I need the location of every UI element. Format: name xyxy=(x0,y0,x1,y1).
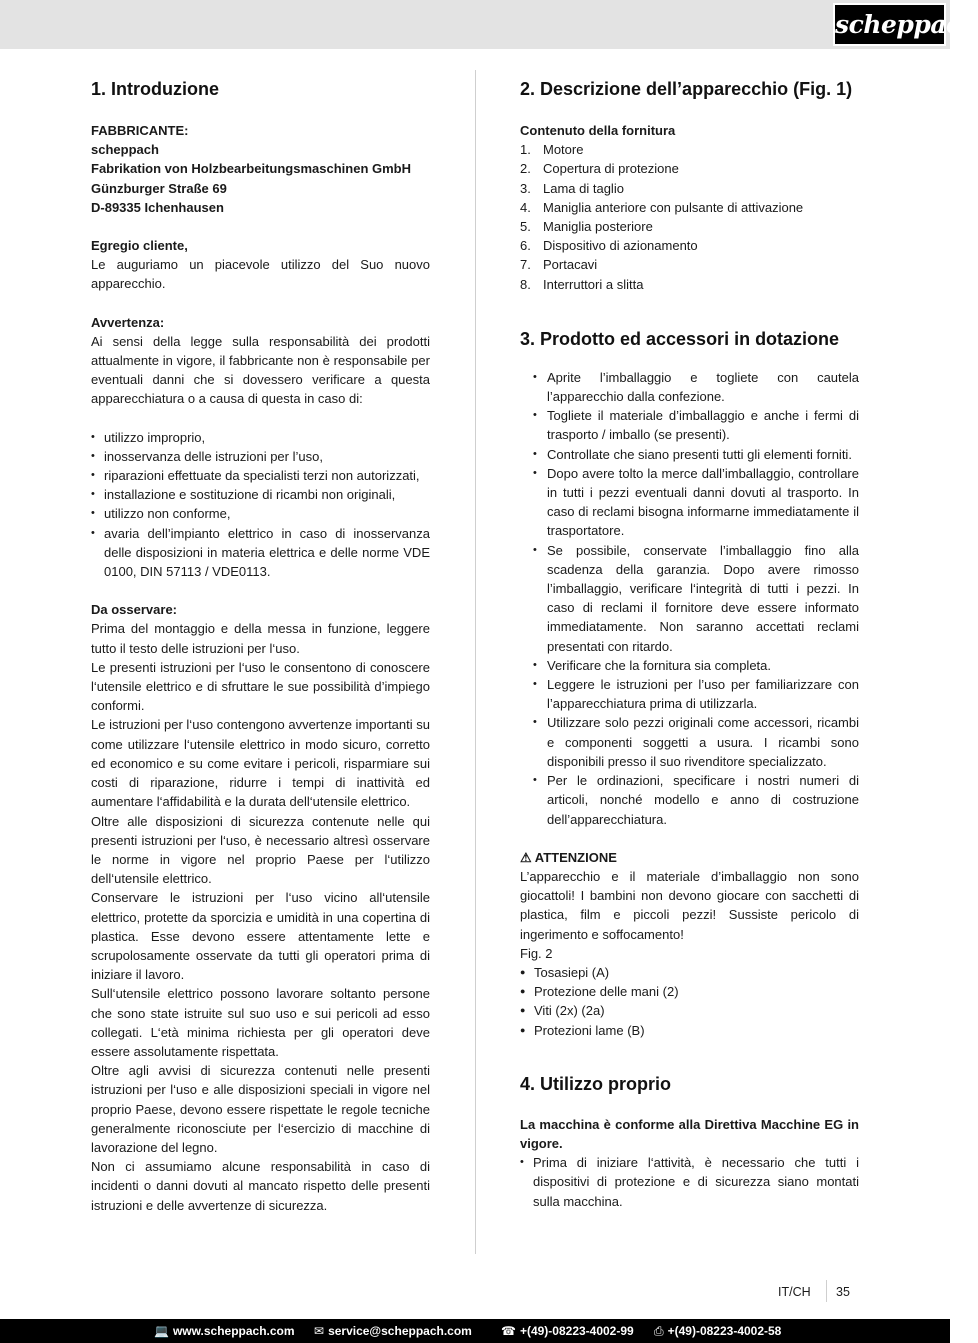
left-column xyxy=(91,78,430,1215)
list-item: • Aprite l’imballaggio e togliete con cautela l’apparecchio dalla confezione. xyxy=(520,368,859,406)
paragraph: Sull‘utensile elettrico possono lavorare soltanto persone che sono state istruite sul suo uso e sui pericoli ad esso collegati. L‘età minima richiesta per gli operatori deve essere assolutamente rispettata. xyxy=(91,986,430,1059)
greeting-text: Le auguriamo un piacevole utilizzo del Suo nuovo apparecchio. xyxy=(91,257,430,292)
paragraph: Conservare le istruzioni per l‘uso vicino all‘utensile elettrico, protette da sporcizia e umidità in una copertina di plastica. Esse devono essere attentamente lette e scrupolosamente osservate da tutti gli operatori prima di iniziare il lavoro. xyxy=(91,890,430,983)
observe-label: Da osservare: xyxy=(91,602,177,618)
list-item: • inosservanza delle istruzioni per l’uso, xyxy=(91,447,430,466)
paragraph: Prima del montaggio e della messa in funzione, leggere tutto il testo delle istruzioni per l‘uso. xyxy=(91,621,430,656)
warning-triangle-icon: ⚠ xyxy=(520,849,532,865)
list-item: 3. Lama di taglio xyxy=(520,180,624,196)
list-item: • Controllate che siano presenti tutti gli elementi forniti. xyxy=(520,445,859,464)
list-item: • Per le ordinazioni, specificare i nostri numeri di articoli, nonché modello e anno di costruzione dell’apparecchiatura. xyxy=(520,771,859,829)
list-item: ● Viti (2x) (2a) xyxy=(520,1001,859,1020)
list-item: 7. Portacavi xyxy=(520,257,598,273)
list-item: • Utilizzare solo pezzi originali come accessori, ricambi e componenti soggetti a usura. I ricambi sono disponibili presso il suo rivenditore specializzato. xyxy=(520,713,859,771)
list-item: • installazione e sostituzione di ricambi non originali, xyxy=(91,485,430,504)
laptop-icon: 💻 xyxy=(154,1324,169,1338)
product-list xyxy=(520,368,859,829)
page-number-divider xyxy=(826,1280,827,1302)
attention-block xyxy=(520,848,859,1040)
list-item: ● Tosasiepi (A) xyxy=(520,963,859,982)
manufacturer-label: FABBRICANTE: xyxy=(91,123,189,138)
attention-text: L’apparecchio e il materiale d’imballaggio non sono giocattoli! I bambini non devono giocare con sacchetti di plastica, film e piccoli pezzi! Sussiste pericolo di ingerimento e soffocamento! xyxy=(520,868,859,942)
list-item: • utilizzo non conforme, xyxy=(91,504,430,523)
list-item: • Togliete il materiale d’imballaggio e anche i fermi di trasporto / imballo (se presenti). xyxy=(520,406,859,444)
manufacturer-block xyxy=(91,121,430,217)
phone-number[interactable]: ☎ +(49)-08223-4002-99 xyxy=(501,1319,634,1343)
list-item: 2. Copertura di protezione xyxy=(520,161,679,177)
manufacturer-line: Günzburger Straße 69 xyxy=(91,180,227,196)
warning-label: Avvertenza: xyxy=(91,314,165,330)
fax-icon: ⎙ xyxy=(654,1324,664,1338)
section-title-product: 3. Prodotto ed accessori in dotazione xyxy=(520,328,840,349)
contact-bar xyxy=(0,1319,950,1343)
list-item: • Verificare che la fornitura sia completa. xyxy=(520,656,859,675)
contents-list xyxy=(520,140,859,294)
header-bar xyxy=(0,0,978,49)
list-item: 4. Maniglia anteriore con pulsante di attivazione xyxy=(520,199,804,215)
page-number: 35 xyxy=(836,1285,850,1299)
list-item: 6. Dispositivo di azionamento xyxy=(520,238,698,254)
list-item: ● Protezione delle mani (2) xyxy=(520,982,859,1001)
list-item: 1. Motore xyxy=(520,142,584,158)
manufacturer-line: Fabrikation von Holzbearbeitungsmaschinen GmbH xyxy=(91,161,411,177)
paragraph: Oltre alle disposizioni di sicurezza contenute nelle qui presenti istruzioni per l‘uso, è necessario altresì osservare le norme in vigore nel proprio Paese per l‘utilizzo dell‘utensile elettrico. xyxy=(91,813,430,887)
greeting-label: Egregio cliente, xyxy=(91,238,188,254)
manufacturer-line: D-89335 Ichenhausen xyxy=(91,199,224,215)
observe-block xyxy=(91,600,430,1215)
paragraph: Non ci assumiamo alcune responsabilità in caso di incidenti o danni dovuti al mancato rispetto delle presenti istruzioni e delle avvertenze di sicurezza. xyxy=(91,1159,430,1213)
list-item: • Prima di iniziare l‘attività, è necessario che tutti i dispositivi di protezione e di sicurezza siano montati sulla macchina. xyxy=(520,1153,859,1211)
use-list xyxy=(520,1153,859,1211)
attention-heading: ⚠ ATTENZIONE xyxy=(520,849,617,865)
mail-icon: ✉ xyxy=(314,1324,325,1338)
list-item: • utilizzo improprio, xyxy=(91,428,430,447)
warning-block xyxy=(91,313,430,582)
language-code: IT/CH xyxy=(778,1285,811,1299)
fax-number[interactable]: ⎙ +(49)-08223-4002-58 xyxy=(654,1319,781,1343)
fig-label: Fig. 2 xyxy=(520,945,553,961)
right-column xyxy=(520,78,859,1211)
section-title-description: 2. Descrizione dell’apparecchio (Fig. 1) xyxy=(520,79,853,99)
list-item: • Se possibile, conservate l’imballaggio fino alla scadenza della garanzia. Dopo avere rimosso l’imballaggio, verificare l‘integrità di tutti i pezzi. In caso di reclami il fornitore deve essere informato immediatamente. Non saranno accettati reclami presentati con ritardo. xyxy=(520,541,859,656)
use-label: La macchina è conforme alla Direttiva Macchine EG in vigore. xyxy=(520,1116,859,1151)
list-item: • avaria dell’impianto elettrico in caso di inosservanza delle disposizioni in materia elettrica e delle norme VDE 0100, DIN 57113 / VDE0113. xyxy=(91,524,430,582)
greeting-block xyxy=(91,236,430,294)
list-item: • Dopo avere tolto la merce dall’imballaggio, controllare in tutti i pezzi eventuali danni dovuti al trasporto. In caso di reclami bisogna informarne immediatamente il trasportatore. xyxy=(520,464,859,541)
phone-icon: ☎ xyxy=(501,1324,516,1338)
website-link[interactable]: 💻 www.scheppach.com xyxy=(154,1319,295,1343)
email-link[interactable]: ✉ service@scheppach.com xyxy=(314,1319,472,1343)
column-divider xyxy=(475,70,476,1254)
list-item: ● Protezioni lame (B) xyxy=(520,1021,859,1040)
list-item: • riparazioni effettuate da specialisti terzi non autorizzati, xyxy=(91,466,430,485)
list-item: 8. Interruttori a slitta xyxy=(520,276,644,292)
section-title-introduction: 1. Introduzione xyxy=(91,79,219,99)
section-title-use: 4. Utilizzo proprio xyxy=(520,1073,671,1094)
fig-list xyxy=(520,963,859,1040)
paragraph: Le istruzioni per l‘uso contengono avvertenze importanti su come utilizzare l‘utensile elettrico in modo sicuro, corretto ed economico e su come evitare i pericoli, risparmiare sui costi di riparazione, ridurre i tempi di inattività ed aumentare l‘affidabilità e la durata dell‘utensile elettrico. xyxy=(91,717,430,810)
warning-list xyxy=(91,428,430,582)
use-block xyxy=(520,1115,859,1211)
list-item: • Leggere le istruzioni per l’uso per familiarizzare con l’apparecchiatura prima di utilizzarla. xyxy=(520,675,859,713)
list-item: 5. Maniglia posteriore xyxy=(520,219,653,235)
contents-block xyxy=(520,121,859,294)
scheppach-logo: scheppach xyxy=(833,3,946,46)
paragraph: Oltre agli avvisi di sicurezza contenuti nelle presenti istruzioni per l‘uso e alle disposizioni speciali in vigore nel proprio Paese, devono essere rispettate le regole tecniche generalmente riconosciute per l‘esercizio di macchine di lavorazione del legno. xyxy=(91,1063,430,1155)
manufacturer-line: scheppach xyxy=(91,142,159,158)
contents-label: Contenuto della fornitura xyxy=(520,123,676,138)
paragraph: Le presenti istruzioni per l‘uso le consentono di conoscere l‘utensile elettrico e di sfruttare le sue possibilità d’impiego conformi. xyxy=(91,659,430,714)
warning-text: Ai sensi della legge sulla responsabilità dei prodotti attualmente in vigore, il fabbricante non è responsabile per eventuali danni che si dovessero verificare a questa apparecchiatura o a causa di questa in caso di: xyxy=(91,333,430,407)
